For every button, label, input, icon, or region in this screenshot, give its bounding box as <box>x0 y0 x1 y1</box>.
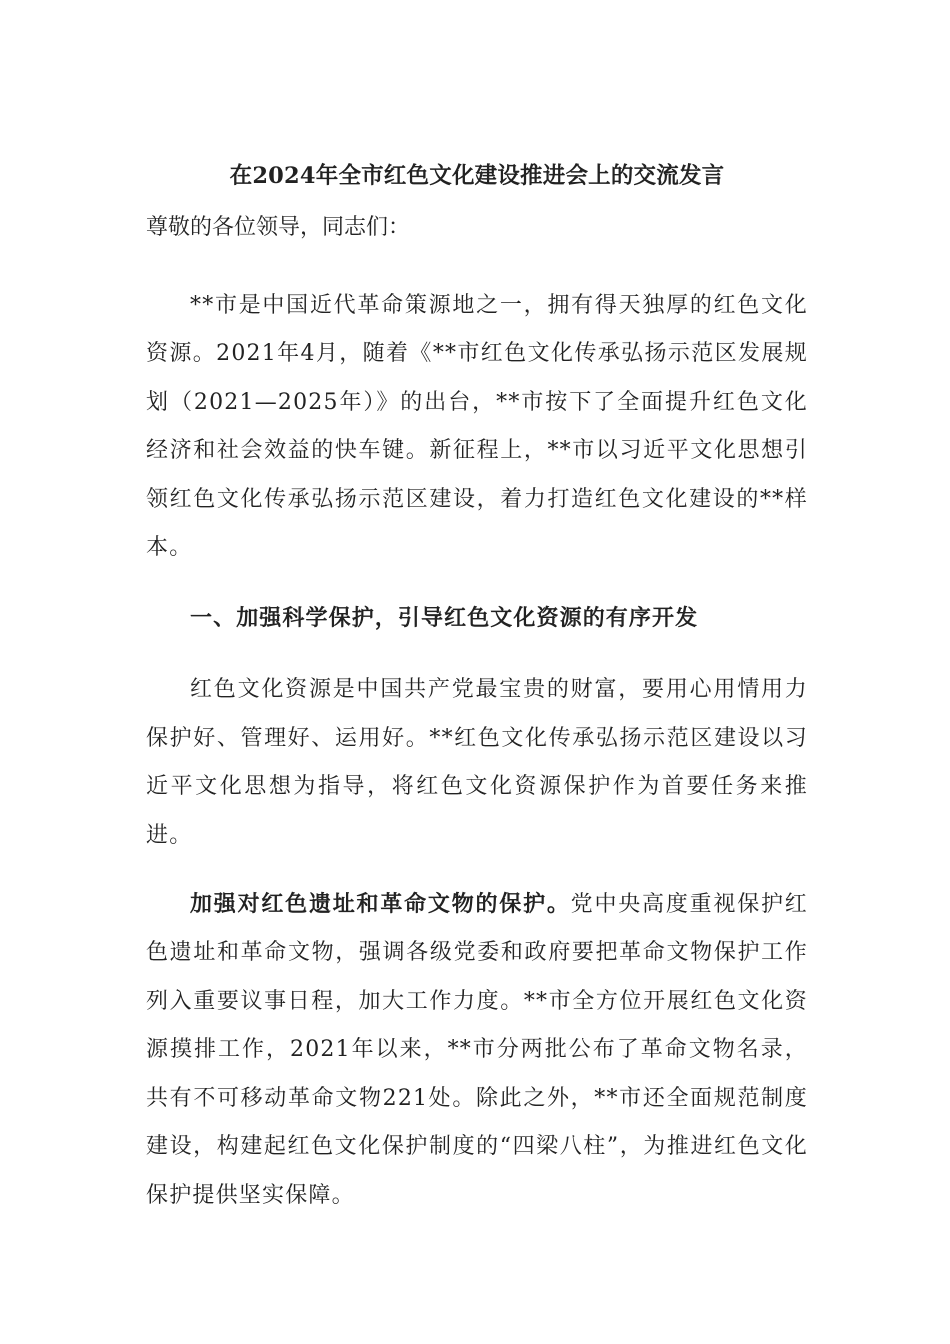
document-title: 在2024年全市红色文化建设推进会上的交流发言 <box>229 163 725 189</box>
subpoint-paragraph <box>146 880 808 1220</box>
section-paragraph: 红色文化资源是中国共产党最宝贵的财富，要用心用情用力保护好、管理好、运用好。**红色文化传承弘扬示范区建设以习近平文化思想为指导，将红色文化资源保护作为首要任务来推进。 <box>146 677 808 848</box>
section-heading: 一、加强科学保护，引导红色文化资源的有序开发 <box>190 605 699 632</box>
document-page <box>146 150 808 1240</box>
intro-paragraph: **市是中国近代革命策源地之一，拥有得天独厚的红色文化资源。2021年4月，随着《**市红色文化传承弘扬示范区发展规划（2021—2025年）》的出台，**市按下了全面提升红色文化经济和社会效益的快车键。新征程上，**市以习近平文化思想引领红色文化传承弘扬示范区建设，着力打造红色文化建设的**样本。 <box>146 293 808 561</box>
salutation: 尊敬的各位领导，同志们： <box>146 215 411 240</box>
subpoint-body: 党中央高度重视保护红色遗址和革命文物，强调各级党委和政府要把革命文物保护工作列入重要议事日程，加大工作力度。**市全方位开展红色文化资源摸排工作，2021年以来，**市分两批公布了革命文物名录，共有不可移动革命文物221处。除此之外，**市还全面规范制度建设，构建起红色文化保护制度的“四梁八柱”，为推进红色文化保护提供坚实保障。 <box>146 892 808 1208</box>
subpoint-lead: 加强对红色遗址和革命文物的保护。 <box>190 891 571 918</box>
